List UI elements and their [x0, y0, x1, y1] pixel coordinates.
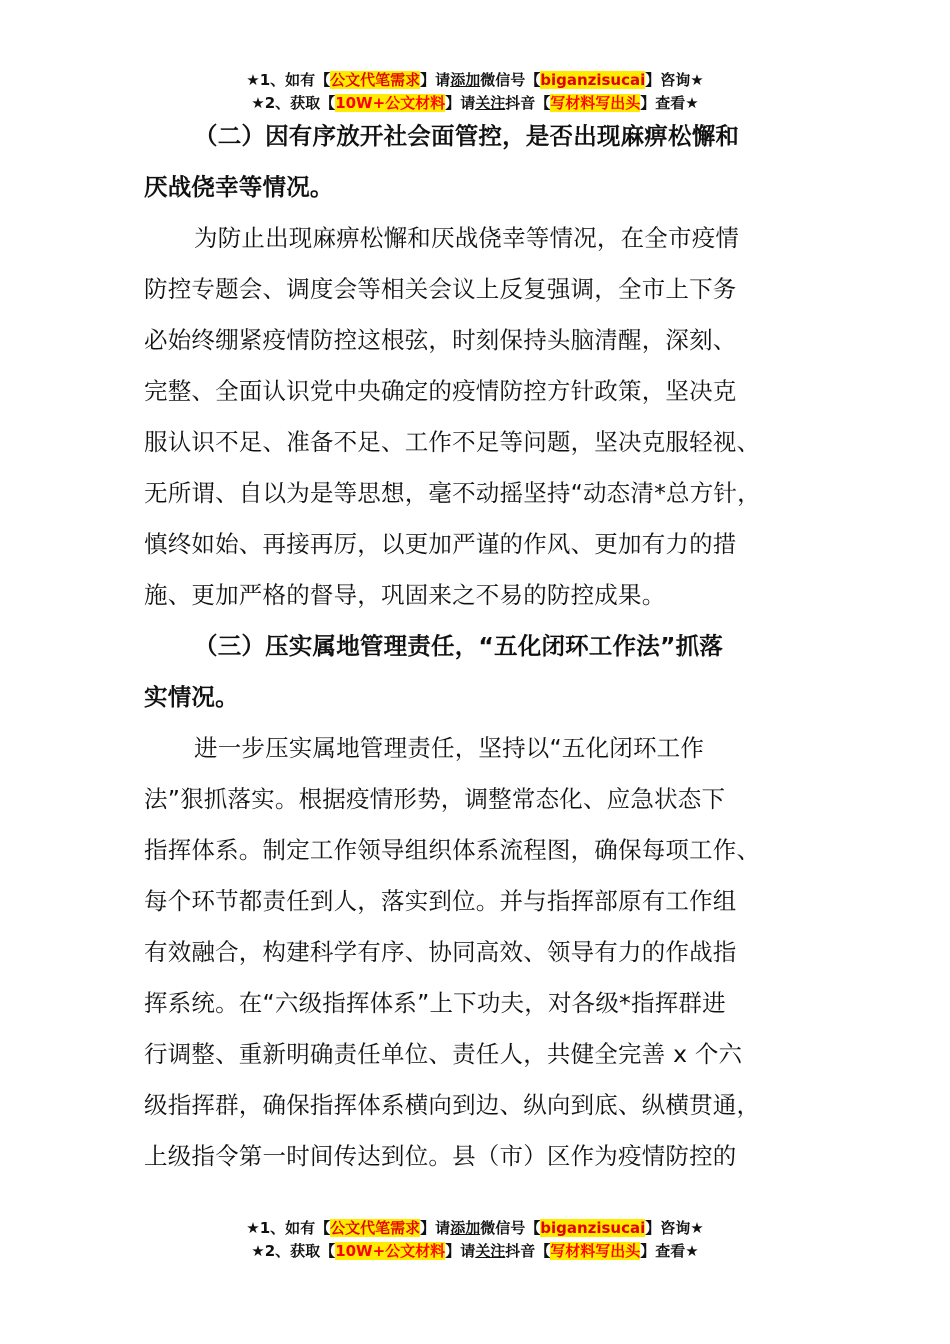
banner-underline: 关注	[475, 94, 506, 112]
bottom-banner	[0, 1217, 950, 1263]
banner-text: 微信号【	[480, 71, 541, 89]
body-line: 上级指令第一时间传达到位。县（市）区作为疫情防控的	[144, 1142, 737, 1170]
body-line: 挥系统。在“六级指挥体系”上下功夫，对各级*指挥群进	[144, 989, 726, 1017]
body-line: 为防止出现麻痹松懈和厌战侥幸等情况，在全市疫情	[194, 224, 740, 252]
banner-text: 】请	[420, 71, 451, 89]
highlight-douyin-id: 写材料写出头	[550, 94, 641, 112]
section-heading-2-cont: 厌战侥幸等情况。	[144, 173, 334, 201]
body-line: 级指挥群，确保指挥体系横向到边、纵向到底、纵横贯通，	[144, 1091, 761, 1119]
body-line: 服认识不足、准备不足、工作不足等问题，坚决克服轻视、	[144, 428, 761, 456]
banner-underline: 关注	[475, 1242, 506, 1260]
banner-text: 】咨询★	[645, 1219, 704, 1237]
highlight-wechat-id: biganzisucai	[540, 71, 646, 89]
section-heading-3-cont: 实情况。	[144, 683, 239, 711]
banner-text: 微信号【	[480, 1219, 541, 1237]
banner-line-2	[0, 1240, 950, 1263]
banner-underline: 添加	[450, 1219, 481, 1237]
banner-text: 】请	[445, 94, 476, 112]
body-line: 每个环节都责任到人，落实到位。并与指挥部原有工作组	[144, 887, 737, 915]
banner-text: 抖音【	[505, 1242, 551, 1260]
banner-text: 】查看★	[640, 94, 699, 112]
highlight-service: 公文代笔需求	[330, 1219, 421, 1237]
banner-line-1	[0, 1217, 950, 1240]
banner-text: ★1、如有【	[246, 71, 331, 89]
body-line: 施、更加严格的督导，巩固来之不易的防控成果。	[144, 581, 666, 609]
top-banner	[0, 69, 950, 115]
banner-line-1	[0, 69, 950, 92]
highlight-douyin-id: 写材料写出头	[550, 1242, 641, 1260]
section-heading-3: （三）压实属地管理责任，“五化闭环工作法”抓落	[194, 632, 723, 660]
body-line: 完整、全面认识党中央确定的疫情防控方针政策，坚决克	[144, 377, 737, 405]
document-body	[144, 111, 824, 1182]
body-line: 防控专题会、调度会等相关会议上反复强调，全市上下务	[144, 275, 737, 303]
highlight-wechat-id: biganzisucai	[540, 1219, 646, 1237]
banner-underline: 添加	[450, 71, 481, 89]
banner-text: 】咨询★	[645, 71, 704, 89]
banner-text: ★1、如有【	[246, 1219, 331, 1237]
banner-text: ★2、获取【	[251, 1242, 336, 1260]
body-line: 慎终如始、再接再厉，以更加严谨的作风、更加有力的措	[144, 530, 737, 558]
body-line: 必始终绷紧疫情防控这根弦，时刻保持头脑清醒，深刻、	[144, 326, 737, 354]
banner-text: 】查看★	[640, 1242, 699, 1260]
body-line: 进一步压实属地管理责任，坚持以“五化闭环工作	[194, 734, 705, 762]
banner-text: 】请	[420, 1219, 451, 1237]
body-line: 行调整、重新明确责任单位、责任人，共健全完善 x 个六	[144, 1040, 743, 1068]
highlight-materials: 10W+公文材料	[335, 1242, 446, 1260]
body-line: 法”狠抓落实。根据疫情形势，调整常态化、应急状态下	[144, 785, 726, 813]
banner-text: 抖音【	[505, 94, 551, 112]
highlight-materials: 10W+公文材料	[335, 94, 446, 112]
body-line: 无所谓、自以为是等思想，毫不动摇坚持“动态清*总方针，	[144, 479, 761, 507]
section-heading-2: （二）因有序放开社会面管控，是否出现麻痹松懈和	[194, 122, 740, 150]
banner-text: 】请	[445, 1242, 476, 1260]
body-line: 有效融合，构建科学有序、协同高效、领导有力的作战指	[144, 938, 737, 966]
banner-text: ★2、获取【	[251, 94, 336, 112]
highlight-service: 公文代笔需求	[330, 71, 421, 89]
body-line: 指挥体系。制定工作领导组织体系流程图，确保每项工作、	[144, 836, 761, 864]
